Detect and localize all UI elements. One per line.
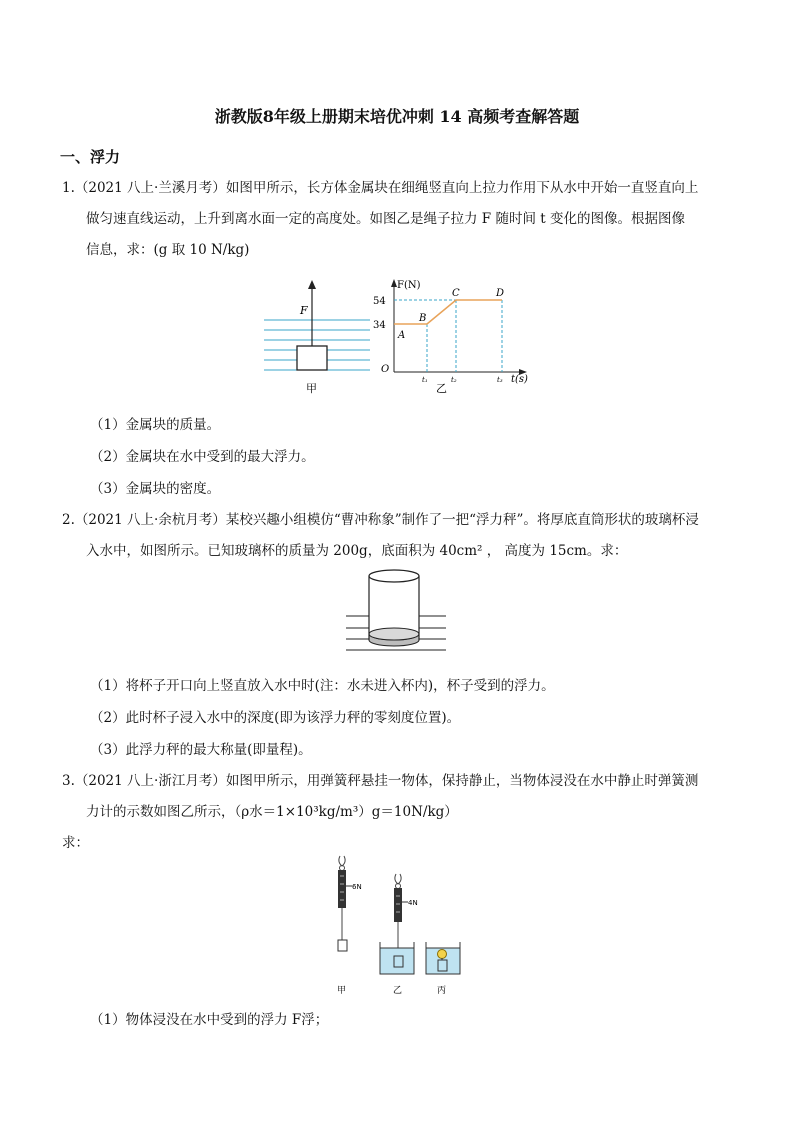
section-heading: 一、浮力 (60, 148, 121, 166)
q1-line2: 做匀速直线运动，上升到离水面一定的高度处。如图乙是绳子拉力 F 随时间 t 变化的图像。根据图像 (86, 211, 685, 227)
q2-sub3: （3）此浮力秤的最大称量(即量程)。 (90, 742, 312, 758)
q3-line1: 3.（2021 八上·浙江月考）如图甲所示，用弹簧秤悬挂一物体，保持静止，当物体浸没在水中静止时弹簧测 (62, 773, 699, 789)
q1-sub1: （1）金属块的质量。 (90, 417, 221, 433)
point-b-label: B (419, 313, 427, 324)
scale1-reading: 6N (352, 883, 362, 891)
x-axis-label: t(s) (511, 374, 528, 385)
page-title: 浙教版8年级上册期末培优冲刺 14 高频考查解答题 (214, 107, 580, 126)
q3-line3: 求： (62, 835, 89, 851)
q1-sub3: （3）金属块的密度。 (90, 481, 221, 497)
figure-caption: 乙 (436, 382, 447, 394)
caption-yi: 乙 (393, 986, 403, 996)
origin-label: O (381, 364, 390, 375)
caption-bing: 丙 (437, 986, 447, 996)
q2-line2: 入水中，如图所示。已知玻璃杯的质量为 200g，底面积为 40cm² ， 高度为 15cm。求： (86, 543, 628, 559)
y-tick-54: 54 (373, 296, 386, 307)
q3-figure-spring-scales (322, 852, 472, 998)
q2-line1: 2.（2021 八上·余杭月考）某校兴趣小组模仿“曹冲称象”制作了一把“浮力秤”。将厚底直筒形状的玻璃杯浸 (62, 512, 699, 528)
y-tick-34: 34 (373, 320, 386, 331)
q3-line2: 力计的示数如图乙所示，（ρ水＝1×10³kg/m³）g＝10N/kg） (86, 804, 458, 820)
q3-sub1: （1）物体浸没在水中受到的浮力 F浮； (90, 1012, 329, 1028)
x-tick-t3: t₃ (497, 376, 503, 384)
force-label: F (300, 304, 308, 317)
q1-figure-yi-graph (372, 276, 542, 394)
point-a-label: A (398, 330, 406, 341)
q2-figure-cup (344, 566, 448, 658)
q1-line1: 1.（2021 八上·兰溪月考）如图甲所示，长方体金属块在细绳竖直向上拉力作用下从水中开始一直竖直向上 (62, 180, 699, 196)
x-tick-t2: t₂ (451, 376, 457, 384)
x-tick-t1: t₁ (422, 376, 428, 384)
point-d-label: D (496, 288, 505, 299)
scale2-reading: 4N (408, 899, 418, 907)
point-c-label: C (452, 288, 460, 299)
y-axis-label: F(N) (397, 280, 421, 291)
q1-line3: 信息，求：(g 取 10 N/kg) (86, 242, 250, 258)
caption-jia: 甲 (337, 986, 347, 996)
q2-sub1: （1）将杯子开口向上竖直放入水中时(注：水未进入杯内)，杯子受到的浮力。 (90, 678, 555, 694)
q2-sub2: （2）此时杯子浸入水中的深度(即为该浮力秤的零刻度位置)。 (90, 710, 461, 726)
q1-sub2: （2）金属块在水中受到的最大浮力。 (90, 449, 315, 465)
figure-caption: 甲 (306, 382, 317, 395)
q1-figure-jia (262, 278, 372, 398)
